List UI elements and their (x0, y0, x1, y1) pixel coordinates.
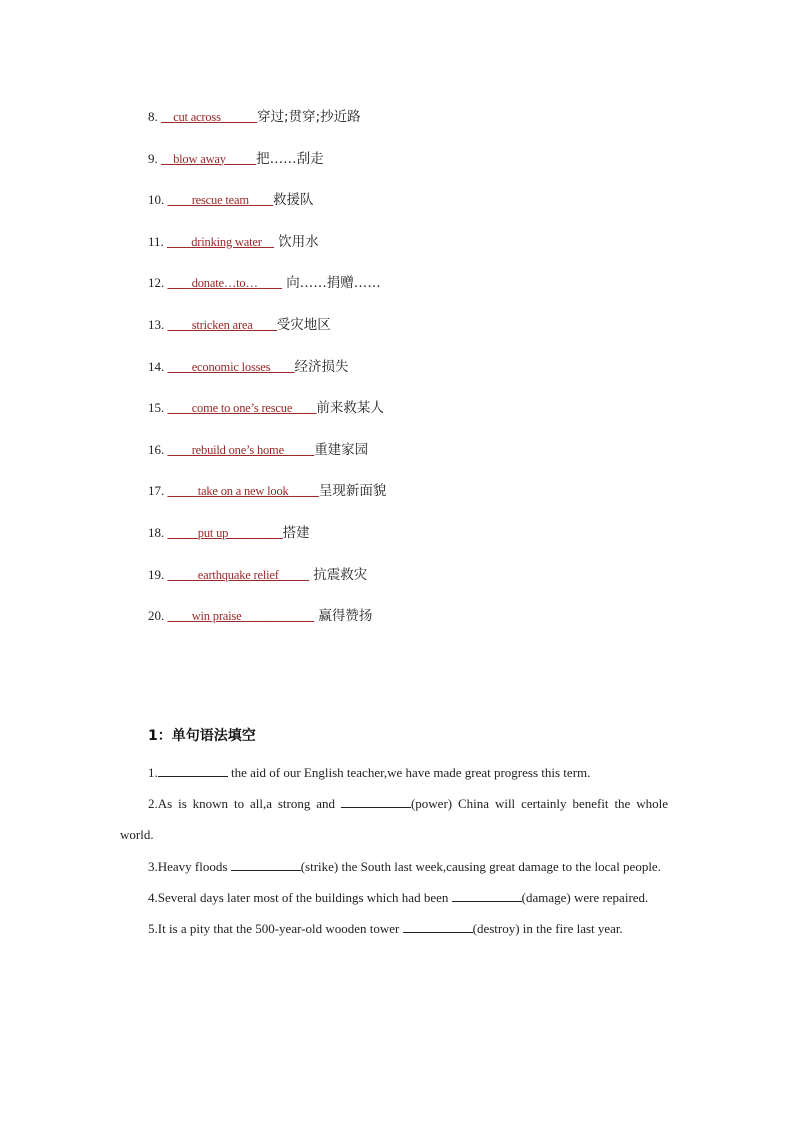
chinese-meaning: 呈现新面貌 (318, 483, 387, 500)
answer-text: __blow away_____ (161, 151, 257, 166)
item-number: 19. (148, 566, 165, 582)
chinese-meaning: 重建家园 (314, 441, 369, 458)
answer-text: ____rebuild one’s home_____ (167, 442, 315, 457)
item-number: 14. (148, 358, 165, 374)
item-number: 12. (148, 275, 165, 291)
item-number: 16. (148, 441, 165, 457)
item-number: 11. (148, 233, 164, 249)
item-number: 17. (148, 483, 165, 499)
chinese-meaning: 搭建 (282, 524, 310, 541)
grammar-question: 2.As is known to all,a strong and (power) China will certainly benefit the whole world. (120, 796, 668, 843)
vocab-item (148, 480, 708, 522)
answer-text: _____put up_________ (167, 525, 283, 540)
item-number: 9. (148, 150, 158, 166)
chinese-meaning: 穿过;贯穿;抄近路 (257, 109, 361, 125)
grammar-question: 3.Heavy floods (strike) the South last week,causing great damage to the local people. (148, 858, 661, 874)
answer-text: ____donate…to…____ (167, 276, 282, 291)
answer-text: ____stricken area____ (167, 317, 277, 332)
chinese-meaning: 抗震救灾 (308, 566, 368, 583)
vocabulary-list (148, 106, 708, 647)
chinese-meaning: 把……刮走 (256, 150, 324, 167)
item-number: 8. (148, 109, 158, 124)
answer-text: ____rescue team____ (167, 193, 274, 208)
vocab-item (148, 148, 708, 190)
vocab-item (148, 564, 708, 606)
answer-text: ____drinking water__ (167, 234, 274, 249)
vocab-item (148, 314, 708, 356)
chinese-meaning: 赢得赞扬 (314, 608, 373, 625)
chinese-meaning: 经济损失 (294, 358, 349, 375)
item-number: 10. (148, 192, 165, 208)
vocab-item (148, 439, 708, 481)
answer-blank[interactable] (231, 857, 301, 871)
answer-text: ____economic losses____ (167, 359, 295, 374)
grammar-question: 5.It is a pity that the 500-year-old wooden tower (destroy) in the fire last year. (148, 921, 623, 937)
answer-blank[interactable] (158, 763, 228, 777)
grammar-exercises (120, 757, 668, 944)
vocab-item (148, 397, 708, 439)
vocab-item (148, 522, 708, 564)
grammar-question: 1. the aid of our English teacher,we have made great progress this term. (148, 765, 591, 780)
answer-text: _____earthquake relief_____ (167, 567, 309, 582)
chinese-meaning: 向……捐赠…… (281, 275, 381, 292)
answer-blank[interactable] (452, 888, 522, 902)
chinese-meaning: 受灾地区 (276, 316, 331, 333)
answer-text: __cut across______ (161, 110, 258, 124)
vocab-item (148, 605, 708, 647)
answer-text: _____take on a new look_____ (167, 484, 319, 499)
chinese-meaning: 前来救某人 (316, 400, 384, 417)
item-number: 20. (148, 608, 165, 624)
item-number: 18. (148, 524, 165, 540)
answer-text: ____win praise____________ (167, 609, 315, 624)
vocab-item (148, 356, 708, 398)
vocab-item (148, 231, 708, 273)
item-number: 15. (148, 400, 165, 416)
answer-blank[interactable] (403, 919, 473, 933)
vocab-item (148, 106, 708, 148)
vocab-item (148, 189, 708, 231)
answer-blank[interactable] (341, 794, 411, 808)
item-number: 13. (148, 316, 165, 332)
chinese-meaning: 救援队 (273, 192, 314, 209)
answer-text: ____come to one’s rescue____ (167, 401, 317, 416)
vocab-item (148, 272, 708, 314)
section-title: 1：单句语法填空 (148, 728, 256, 744)
grammar-question: 4.Several days later most of the buildings which had been (damage) were repaired. (148, 889, 649, 905)
chinese-meaning: 饮用水 (273, 233, 319, 250)
